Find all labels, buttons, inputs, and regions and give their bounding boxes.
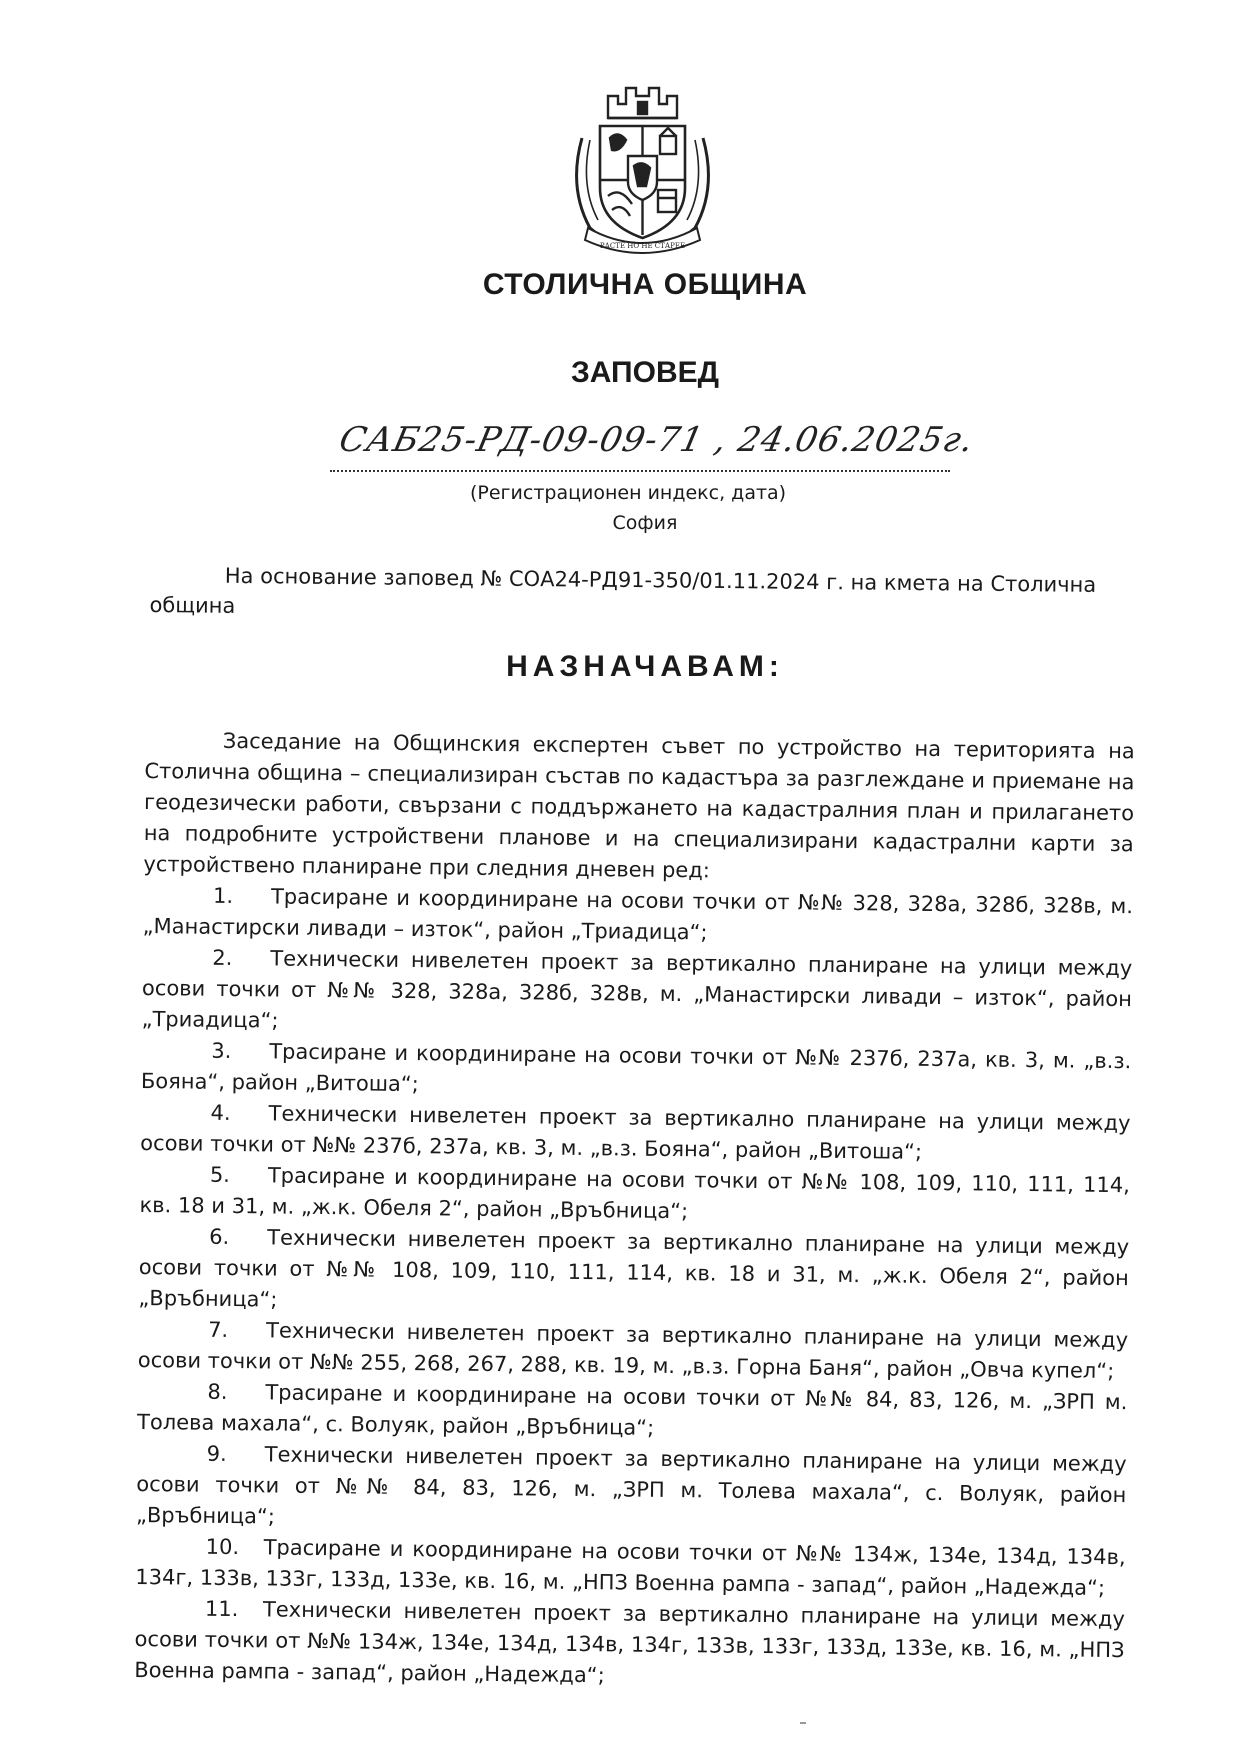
scan-speck <box>800 1722 806 1724</box>
agenda-item-text: Трасиране и координиране на осови точки от №№ 328, 328а, 328б, 328в, м. „Манастирски ливади – изток“, район „Триадица“; <box>142 884 1134 945</box>
agenda-item-number: 2. <box>212 945 233 971</box>
city-label: София <box>612 512 678 534</box>
agenda-item <box>137 1376 1128 1449</box>
agenda-item <box>135 1531 1126 1604</box>
agenda-item-text: Технически нивелетен проект за вертикално планиране на улици между осови точки от №№ 84, 83, 126, м. „ЗРП м. Толева махала“, с. Волуяк, район „Връбница“; <box>135 1442 1127 1529</box>
agenda-item-text: Трасиране и координиране на осови точки от №№ 134ж, 134е, 134д, 134в, 134г, 133в, 133г, 133д, 133е, кв. 16, м. „НПЗ Военна рампа - запад“, район „Надежда“; <box>135 1535 1126 1600</box>
legal-basis-paragraph <box>149 560 1140 630</box>
agenda-item-number: 1. <box>212 883 234 909</box>
agenda-item <box>143 880 1134 953</box>
agenda-item-number: 10. <box>205 1534 240 1560</box>
agenda-list <box>134 880 1133 1697</box>
legal-basis-line: община <box>149 592 236 618</box>
agenda-item <box>134 1593 1125 1697</box>
agenda-item-text: Трасиране и координиране на осови точки от №№ 237б, 237а, кв. 3, м. „в.з. Бояна“, район „Витоша“; <box>140 1039 1132 1097</box>
agenda-item <box>139 1159 1130 1232</box>
agenda-item-text: Технически нивелетен проект за вертикално планиране на улици между осови точки от №№ 328, 328а, 328б, 328в, м. „Манастирски ливади – изток“, район „Триадица“; <box>141 946 1133 1033</box>
agenda-item <box>138 1314 1129 1387</box>
agenda-item-text: Технически нивелетен проект за вертикално планиране на улици между осови точки от №№ 237б, 237а, кв. 3, м. „в.з. Бояна“, район „Витоша“; <box>140 1101 1131 1164</box>
registration-caption: (Регистрационен индекс, дата) <box>470 482 787 504</box>
agenda-body <box>134 725 1135 1697</box>
agenda-item <box>141 942 1132 1046</box>
agenda-item <box>140 1097 1131 1170</box>
agenda-item-number: 9. <box>206 1441 227 1466</box>
intro-paragraph: Заседание на Общинския експертен съвет по устройство на територията на Столична община – специализиран състав по кадастъра за разглеждане и приемане на геодезически работи, свързани с поддържането на кадастралния план и прилагането на подробните устройствени планове и на специализирани кадастрални карти за устройствено планиране при следния дневен ред: <box>143 728 1135 883</box>
agenda-item-text: Технически нивелетен проект за вертикално планиране на улици между осови точки от №№ 255, 268, 267, 288, кв. 19, м. „в.з. Горна Баня“, район „Овча купел“; <box>137 1318 1129 1384</box>
agenda-item <box>136 1438 1127 1542</box>
agenda-item-text: Технически нивелетен проект за вертикално планиране на улици между осови точки от №№ 108, 109, 110, 111, 114, кв. 18 и 31, м. „ж.к. Обеля 2“, район „Връбница“; <box>138 1225 1130 1312</box>
agenda-item-number: 3. <box>211 1038 232 1063</box>
agenda-item-number: 6. <box>209 1224 230 1249</box>
agenda-item-text: Технически нивелетен проект за вертикално планиране на улици между осови точки от №№ 134ж, 134е, 134д, 134в, 134г, 133в, 133г, 133д, 133е, кв. 16, м. „НПЗ Военна рампа - запад“, район „Надежда“; <box>134 1597 1126 1688</box>
document-type-title: ЗАПОВЕД <box>570 356 719 389</box>
agenda-item-number: 7. <box>208 1317 229 1342</box>
agenda-item <box>138 1221 1129 1325</box>
crest-motto: РАСТЕ НО НЕ СТАРЕЕ <box>599 242 686 250</box>
legal-basis-line: На основание заповед № СОА24-РД91-350/01.11.2024 г. на кмета на Столична <box>224 563 1097 597</box>
organization-title: СТОЛИЧНА ОБЩИНА <box>482 268 808 301</box>
agenda-item-text: Трасиране и координиране на осови точки от №№ 108, 109, 110, 111, 114, кв. 18 и 31, м. „ж.к. Обеля 2“, район „Връбница“; <box>139 1163 1130 1224</box>
handwritten-registration-index: САБ25-РД-09-09-71 , 24.06.2025г. <box>335 420 978 460</box>
agenda-item-number: 4. <box>210 1100 231 1125</box>
agenda-item-number: 8. <box>207 1379 228 1404</box>
agenda-item-text: Трасиране и координиране на осови точки от №№ 84, 83, 126, м. „ЗРП м. Толева махала“, с. Волуяк, район „Връбница“; <box>136 1380 1128 1440</box>
agenda-item-number: 5. <box>209 1162 231 1187</box>
agenda-item-number: 11. <box>204 1596 239 1622</box>
sofia-coat-of-arms-icon <box>560 78 725 256</box>
agenda-item <box>141 1035 1132 1108</box>
decree-heading: НАЗНАЧАВАМ: <box>506 650 784 683</box>
